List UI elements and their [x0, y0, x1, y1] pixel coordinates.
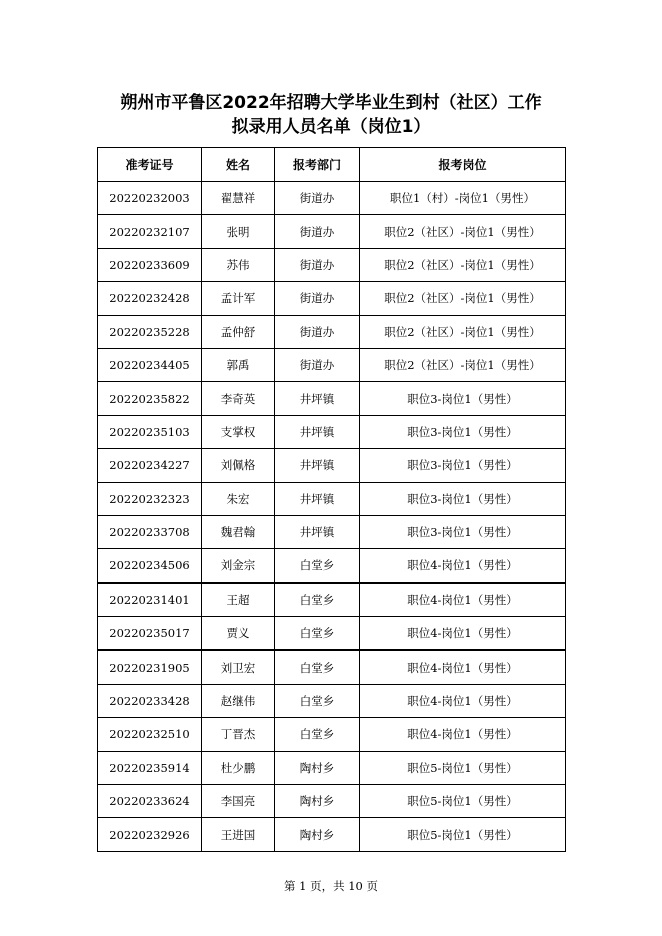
page-title-line2: 拟录用人员名单（岗位1）: [231, 117, 431, 137]
department-cell: 白堂乡: [275, 718, 360, 751]
table-row: [98, 282, 566, 315]
name-cell: 孟仲舒: [202, 315, 275, 348]
table-row: [98, 482, 566, 515]
department-cell: 井坪镇: [275, 482, 360, 515]
exam-number-cell: 20220235914: [98, 751, 202, 784]
table-row: [98, 215, 566, 248]
page-footer: 第 1 页，共 10 页: [283, 879, 379, 893]
exam-number-cell: 20220232323: [98, 482, 202, 515]
position-cell: 职位1（村）-岗位1（男性）: [360, 182, 566, 215]
position-cell: 职位4-岗位1（男性）: [360, 684, 566, 717]
name-cell: 朱宏: [202, 482, 275, 515]
name-cell: 贾义: [202, 617, 275, 651]
department-cell: 白堂乡: [275, 650, 360, 684]
name-cell: 苏伟: [202, 248, 275, 281]
name-cell: 丁晋杰: [202, 718, 275, 751]
exam-number-cell: 20220233609: [98, 248, 202, 281]
department-cell: 井坪镇: [275, 449, 360, 482]
exam-number-cell: 20220233624: [98, 785, 202, 818]
name-cell: 杜少鹏: [202, 751, 275, 784]
name-cell: 孟计军: [202, 282, 275, 315]
exam-number-cell: 20220235228: [98, 315, 202, 348]
exam-number-cell: 20220232926: [98, 818, 202, 851]
position-cell: 职位3-岗位1（男性）: [360, 382, 566, 415]
exam-number-cell: 20220235103: [98, 415, 202, 448]
position-cell: 职位2（社区）-岗位1（男性）: [360, 315, 566, 348]
position-cell: 职位5-岗位1（男性）: [360, 785, 566, 818]
position-cell: 职位2（社区）-岗位1（男性）: [360, 282, 566, 315]
name-cell: 李奇英: [202, 382, 275, 415]
exam-number-cell: 20220231905: [98, 650, 202, 684]
table-row: [98, 617, 566, 651]
table-row: [98, 515, 566, 548]
department-cell: 街道办: [275, 315, 360, 348]
name-cell: 张明: [202, 215, 275, 248]
name-cell: 王超: [202, 583, 275, 617]
position-cell: 职位4-岗位1（男性）: [360, 617, 566, 651]
department-cell: 井坪镇: [275, 415, 360, 448]
header-exam-number: 准考证号: [98, 148, 202, 182]
name-cell: 支掌权: [202, 415, 275, 448]
department-cell: 白堂乡: [275, 684, 360, 717]
table-row: [98, 382, 566, 415]
header-position: 报考岗位: [360, 148, 566, 182]
name-cell: 郭禹: [202, 348, 275, 381]
table-row: [98, 248, 566, 281]
exam-number-cell: 20220235822: [98, 382, 202, 415]
table-row: [98, 449, 566, 482]
exam-number-cell: 20220234227: [98, 449, 202, 482]
header-name: 姓名: [202, 148, 275, 182]
name-cell: 刘佩格: [202, 449, 275, 482]
department-cell: 街道办: [275, 182, 360, 215]
position-cell: 职位5-岗位1（男性）: [360, 751, 566, 784]
position-cell: 职位4-岗位1（男性）: [360, 718, 566, 751]
name-cell: 王进国: [202, 818, 275, 851]
table-row: [98, 751, 566, 784]
table-row: [98, 650, 566, 684]
candidates-table: [97, 147, 566, 852]
position-cell: 职位3-岗位1（男性）: [360, 482, 566, 515]
table-row: [98, 818, 566, 851]
exam-number-cell: 20220234506: [98, 549, 202, 583]
exam-number-cell: 20220232428: [98, 282, 202, 315]
name-cell: 刘卫宏: [202, 650, 275, 684]
position-cell: 职位2（社区）-岗位1（男性）: [360, 348, 566, 381]
name-cell: 李国亮: [202, 785, 275, 818]
table-row: [98, 718, 566, 751]
page-title-line1: 朔州市平鲁区2022年招聘大学毕业生到村（社区）工作: [120, 93, 542, 113]
department-cell: 井坪镇: [275, 382, 360, 415]
name-cell: 赵继伟: [202, 684, 275, 717]
table-row: [98, 785, 566, 818]
department-cell: 陶村乡: [275, 818, 360, 851]
department-cell: 井坪镇: [275, 515, 360, 548]
header-department: 报考部门: [275, 148, 360, 182]
department-cell: 白堂乡: [275, 549, 360, 583]
position-cell: 职位3-岗位1（男性）: [360, 449, 566, 482]
table-row: [98, 684, 566, 717]
exam-number-cell: 20220232107: [98, 215, 202, 248]
name-cell: 魏君翰: [202, 515, 275, 548]
department-cell: 街道办: [275, 215, 360, 248]
exam-number-cell: 20220232510: [98, 718, 202, 751]
position-cell: 职位5-岗位1（男性）: [360, 818, 566, 851]
table-row: [98, 182, 566, 215]
position-cell: 职位2（社区）-岗位1（男性）: [360, 248, 566, 281]
position-cell: 职位4-岗位1（男性）: [360, 650, 566, 684]
table-row: [98, 315, 566, 348]
department-cell: 白堂乡: [275, 617, 360, 651]
department-cell: 陶村乡: [275, 785, 360, 818]
exam-number-cell: 20220233428: [98, 684, 202, 717]
name-cell: 刘金宗: [202, 549, 275, 583]
position-cell: 职位4-岗位1（男性）: [360, 549, 566, 583]
position-cell: 职位3-岗位1（男性）: [360, 515, 566, 548]
table-header-row: [98, 148, 566, 182]
department-cell: 陶村乡: [275, 751, 360, 784]
table-row: [98, 549, 566, 583]
exam-number-cell: 20220234405: [98, 348, 202, 381]
exam-number-cell: 20220233708: [98, 515, 202, 548]
position-cell: 职位2（社区）-岗位1（男性）: [360, 215, 566, 248]
table-row: [98, 415, 566, 448]
department-cell: 白堂乡: [275, 583, 360, 617]
position-cell: 职位3-岗位1（男性）: [360, 415, 566, 448]
position-cell: 职位4-岗位1（男性）: [360, 583, 566, 617]
exam-number-cell: 20220231401: [98, 583, 202, 617]
department-cell: 街道办: [275, 348, 360, 381]
department-cell: 街道办: [275, 248, 360, 281]
exam-number-cell: 20220232003: [98, 182, 202, 215]
name-cell: 翟慧祥: [202, 182, 275, 215]
table-row: [98, 348, 566, 381]
exam-number-cell: 20220235017: [98, 617, 202, 651]
table-row: [98, 583, 566, 617]
department-cell: 街道办: [275, 282, 360, 315]
